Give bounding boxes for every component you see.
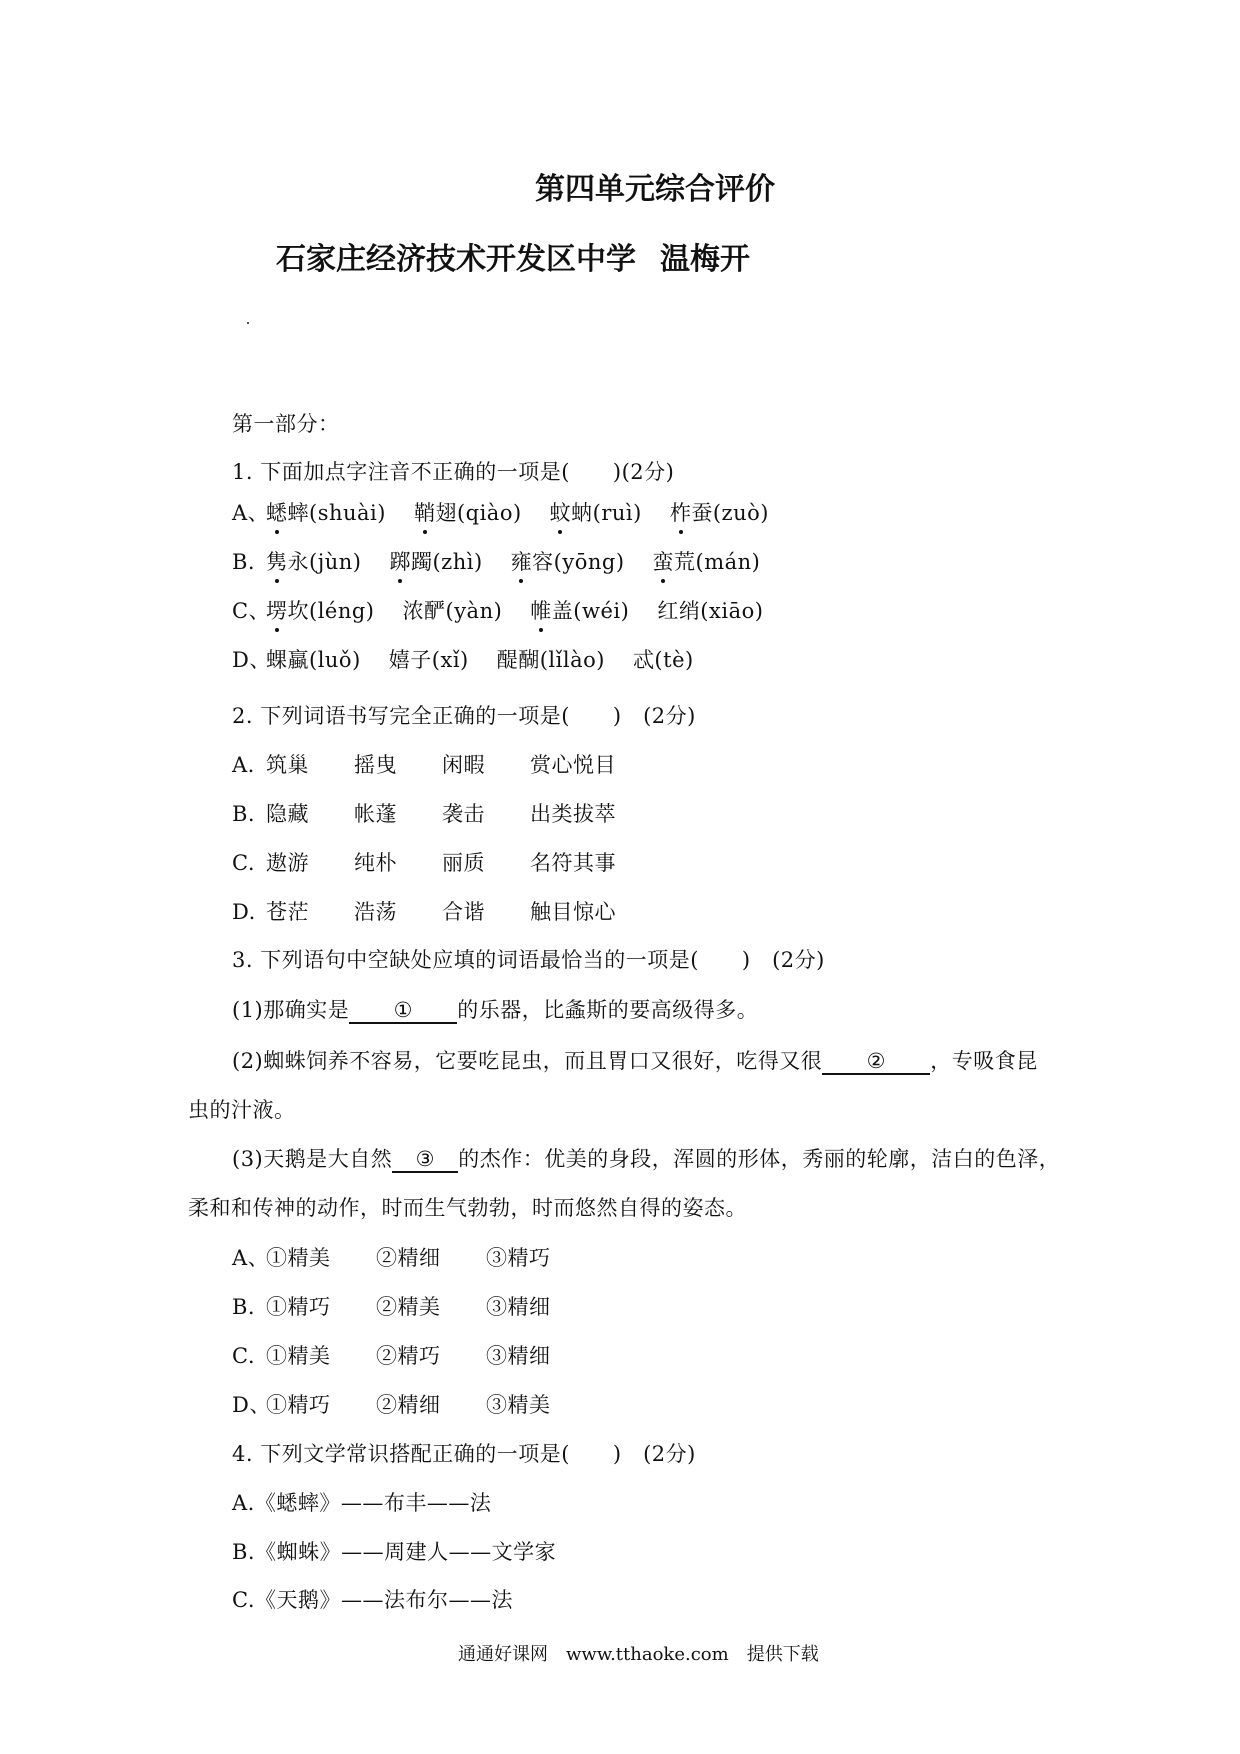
option-letter: A.	[232, 753, 255, 777]
q4-option-c[interactable]: C.《天鹅》——法布尔——法	[232, 1588, 513, 1612]
q3-option-b[interactable]	[232, 1291, 551, 1321]
option-word: 袭击	[442, 802, 485, 826]
option-word: 闲暇	[442, 753, 485, 777]
option-letter: D、	[232, 1393, 271, 1417]
dotted-char: 雍	[511, 546, 533, 576]
q1-option-c[interactable]	[232, 595, 763, 625]
option-text: 蚕(zuò)	[691, 501, 769, 525]
q2-option-d[interactable]	[232, 896, 616, 926]
q4-option-b[interactable]: B.《蜘蛛》——周建人——文学家	[232, 1540, 557, 1564]
option-word: 筑巢	[266, 753, 309, 777]
dotted-char: 塄	[266, 595, 288, 625]
option-word: 纯朴	[354, 851, 397, 875]
option-letter: B.	[232, 550, 256, 574]
option-word: 合谐	[442, 900, 485, 924]
option-word: 浩荡	[354, 900, 397, 924]
option-text: 醍醐(lǐlào)	[496, 648, 605, 672]
option-text: 躅(zhì)	[410, 550, 483, 574]
option-text: 嬉子(xǐ)	[388, 648, 469, 672]
option-letter: C、	[232, 599, 271, 623]
option-text: 蟀(shuài)	[287, 501, 386, 525]
sentence-text: (2)蜘蛛饲养不容易，它要吃昆虫，而且胃口又很好，吃得又很	[232, 1049, 823, 1073]
option-letter: D.	[232, 900, 256, 924]
sentence-text: (3)天鹅是大自然	[232, 1147, 393, 1171]
q3-option-c[interactable]	[232, 1340, 551, 1370]
option-text: 浓酽(yàn)	[402, 599, 503, 623]
q4-stem: 4. 下列文学常识搭配正确的一项是( ) (2分)	[232, 1442, 696, 1466]
fill-blank[interactable]: ②	[822, 1050, 930, 1075]
option-word: 出类拔萃	[530, 802, 616, 826]
sentence-text: 的乐器，比螽斯的要高级得多。	[457, 998, 759, 1022]
option-text: 荒(mán)	[674, 550, 761, 574]
option-text: 坎(léng)	[287, 599, 375, 623]
option-word: ②精美	[376, 1295, 441, 1319]
option-word: ②精巧	[376, 1344, 441, 1368]
fill-blank[interactable]: ③	[392, 1148, 458, 1173]
page-title: 第四单元综合评价	[535, 172, 775, 207]
option-text: 忒(tè)	[632, 648, 694, 672]
option-word: ②精细	[376, 1393, 441, 1417]
dotted-char: 柞	[670, 497, 692, 527]
option-word: 名符其事	[530, 851, 616, 875]
author-name: 温梅开	[660, 242, 750, 277]
scan-speck	[247, 322, 249, 324]
author-school: 石家庄经济技术开发区中学	[276, 242, 636, 277]
q3-sentence-3-cont: 柔和和传神的动作，时而生气勃勃，时而悠然自得的姿态。	[188, 1196, 747, 1220]
option-word: ③精细	[486, 1295, 551, 1319]
q4-option-a[interactable]: A.《蟋蟀》——布丰——法	[232, 1491, 492, 1515]
q1-option-d[interactable]	[232, 644, 694, 674]
option-word: ②精细	[376, 1246, 441, 1270]
q3-option-d[interactable]	[232, 1389, 551, 1419]
option-word: 隐藏	[266, 802, 309, 826]
option-word: ③精细	[486, 1344, 551, 1368]
q2-option-c[interactable]	[232, 847, 616, 877]
q2-option-a[interactable]	[232, 749, 616, 779]
option-letter: C.	[232, 1344, 255, 1368]
option-letter: B.	[232, 1295, 256, 1319]
sentence-text: ，专吸食昆	[930, 1049, 1038, 1073]
q2-stem: 2. 下列词语书写完全正确的一项是( ) (2分)	[232, 704, 696, 728]
q1-stem: 1. 下面加点字注音不正确的一项是( )(2分)	[232, 460, 675, 484]
option-text: 红绡(xiāo)	[657, 599, 764, 623]
option-word: ①精巧	[266, 1393, 331, 1417]
option-word: ③精美	[486, 1393, 551, 1417]
q3-option-a[interactable]	[232, 1242, 551, 1272]
dotted-char: 蚊	[550, 497, 572, 527]
dotted-char: 踯	[389, 546, 411, 576]
dotted-char: 帷	[530, 595, 552, 625]
sentence-text: (1)那确实是	[232, 998, 350, 1022]
option-text: 翅(qiào)	[435, 501, 522, 525]
option-word: 遨游	[266, 851, 309, 875]
q3-sentence-1	[232, 994, 758, 1024]
part-label: 第一部分：	[232, 412, 340, 436]
option-word: ①精美	[266, 1344, 331, 1368]
q1-option-b[interactable]	[232, 546, 760, 576]
option-text: 蚋(ruì)	[571, 501, 642, 525]
option-word: 帐蓬	[354, 802, 397, 826]
sentence-text: 的杰作：优美的身段，浑圆的形体，秀丽的轮廓，洁白的色泽，	[458, 1147, 1061, 1171]
option-letter: A、	[232, 501, 270, 525]
fill-blank[interactable]: ①	[349, 999, 457, 1024]
q2-option-b[interactable]	[232, 798, 616, 828]
option-text: 盖(wéi)	[551, 599, 630, 623]
option-word: ③精巧	[486, 1246, 551, 1270]
q3-sentence-2	[232, 1045, 1038, 1075]
option-word: 触目惊心	[530, 900, 616, 924]
q3-sentence-2-cont: 虫的汁液。	[188, 1098, 296, 1122]
dotted-char: 蟋	[266, 497, 288, 527]
option-letter: A、	[232, 1246, 270, 1270]
option-word: 摇曳	[354, 753, 397, 777]
option-text: 容(yōng)	[532, 550, 625, 574]
q1-option-a[interactable]	[232, 497, 769, 527]
option-word: 苍茫	[266, 900, 309, 924]
option-word: 丽质	[442, 851, 485, 875]
option-text: 蜾蠃(luǒ)	[266, 648, 361, 672]
option-word: ①精巧	[266, 1295, 331, 1319]
q3-stem: 3. 下列语句中空缺处应填的词语最恰当的一项是( ) (2分)	[232, 948, 825, 972]
option-letter: D、	[232, 648, 271, 672]
option-text: 永(jùn)	[287, 550, 362, 574]
footer-credit: 通通好课网 www.tthaoke.com 提供下载	[458, 1644, 819, 1665]
dotted-char: 隽	[266, 546, 288, 576]
option-word: ①精美	[266, 1246, 331, 1270]
dotted-char: 蛮	[653, 546, 675, 576]
option-word: 赏心悦目	[530, 753, 616, 777]
option-letter: C.	[232, 851, 255, 875]
q3-sentence-3	[232, 1143, 1060, 1173]
dotted-char: 鞘	[414, 497, 436, 527]
option-letter: B.	[232, 802, 256, 826]
